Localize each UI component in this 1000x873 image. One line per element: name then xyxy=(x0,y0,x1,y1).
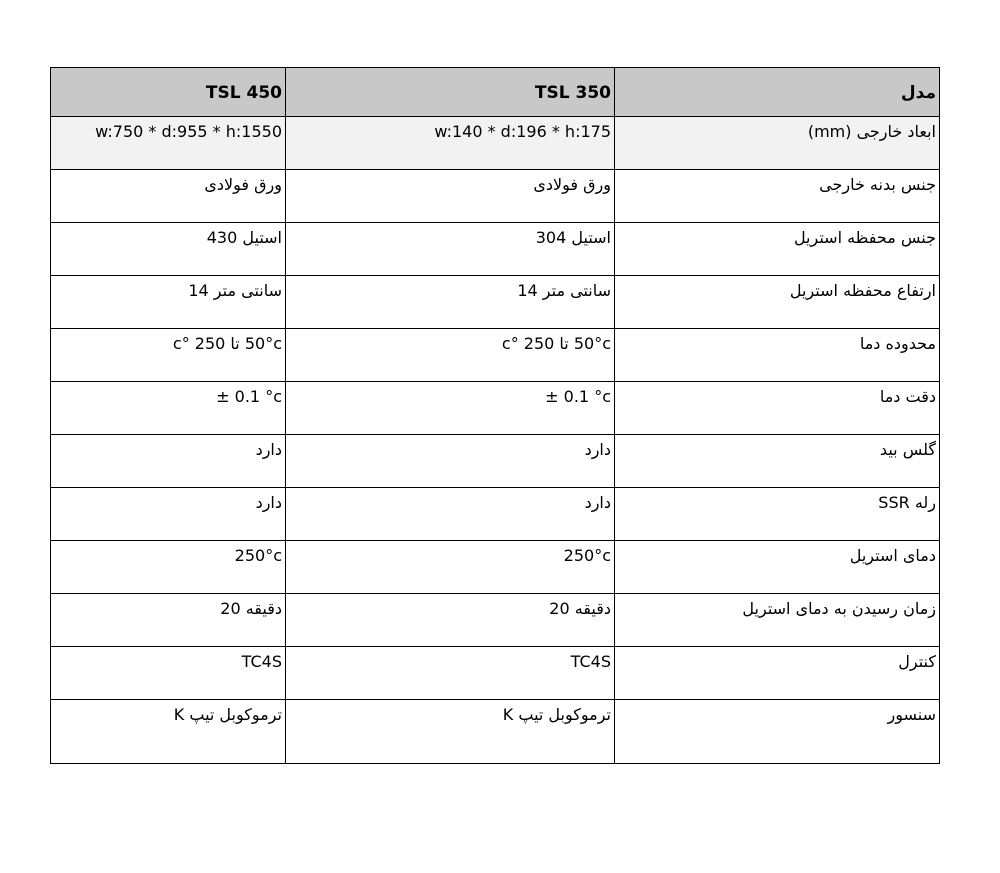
row-value-2: دقیقه 20 xyxy=(51,594,286,647)
table-row xyxy=(51,170,940,223)
row-value-1: w:140 * d:196 * h:175 xyxy=(286,117,615,170)
table-row xyxy=(51,435,940,488)
row-value-2: ترموکوبل تیپ K xyxy=(51,700,286,764)
row-value-1: 250°c xyxy=(286,541,615,594)
row-value-2: 250°c xyxy=(51,541,286,594)
table-row xyxy=(51,541,940,594)
row-value-2: ورق فولادی xyxy=(51,170,286,223)
row-value-1: سانتی متر 14 xyxy=(286,276,615,329)
row-label: محدوده دما xyxy=(615,329,940,382)
row-label: رله SSR xyxy=(615,488,940,541)
row-label: دقت دما xyxy=(615,382,940,435)
table-row xyxy=(51,276,940,329)
row-value-2: سانتی متر 14 xyxy=(51,276,286,329)
row-value-1: ورق فولادی xyxy=(286,170,615,223)
row-label: گلس بید xyxy=(615,435,940,488)
header-model-1-cell: TSL 350 xyxy=(286,68,615,117)
table-row xyxy=(51,223,940,276)
table-header-row xyxy=(51,68,940,117)
row-value-1: TC4S xyxy=(286,647,615,700)
row-value-1: ترموکوبل تیپ K xyxy=(286,700,615,764)
header-model-2-cell: TSL 450 xyxy=(51,68,286,117)
table-row xyxy=(51,382,940,435)
table-row xyxy=(51,488,940,541)
row-label: زمان رسیدن به دمای استریل xyxy=(615,594,940,647)
spec-table xyxy=(50,67,940,764)
table-row xyxy=(51,700,940,764)
row-value-1: ± 0.1 °c xyxy=(286,382,615,435)
row-value-2: w:750 * d:955 * h:1550 xyxy=(51,117,286,170)
row-label: جنس بدنه خارجی xyxy=(615,170,940,223)
row-value-2: TC4S xyxy=(51,647,286,700)
row-label: دمای استریل xyxy=(615,541,940,594)
table-row xyxy=(51,329,940,382)
row-value-2: دارد xyxy=(51,435,286,488)
row-value-2: استیل 430 xyxy=(51,223,286,276)
row-label: سنسور xyxy=(615,700,940,764)
row-value-1: دارد xyxy=(286,488,615,541)
header-label-cell: مدل xyxy=(615,68,940,117)
row-label: کنترل xyxy=(615,647,940,700)
row-value-2: دارد xyxy=(51,488,286,541)
row-value-2: 50°c تا 250 °c xyxy=(51,329,286,382)
row-value-1: دارد xyxy=(286,435,615,488)
table-row xyxy=(51,594,940,647)
row-value-1: 50°c تا 250 °c xyxy=(286,329,615,382)
table-row xyxy=(51,117,940,170)
row-label: ابعاد خارجی (mm) xyxy=(615,117,940,170)
row-value-1: استیل 304 xyxy=(286,223,615,276)
row-value-1: دقیقه 20 xyxy=(286,594,615,647)
row-label: ارتفاع محفظه استریل xyxy=(615,276,940,329)
table-row xyxy=(51,647,940,700)
row-label: جنس محفظه استریل xyxy=(615,223,940,276)
row-value-2: ± 0.1 °c xyxy=(51,382,286,435)
